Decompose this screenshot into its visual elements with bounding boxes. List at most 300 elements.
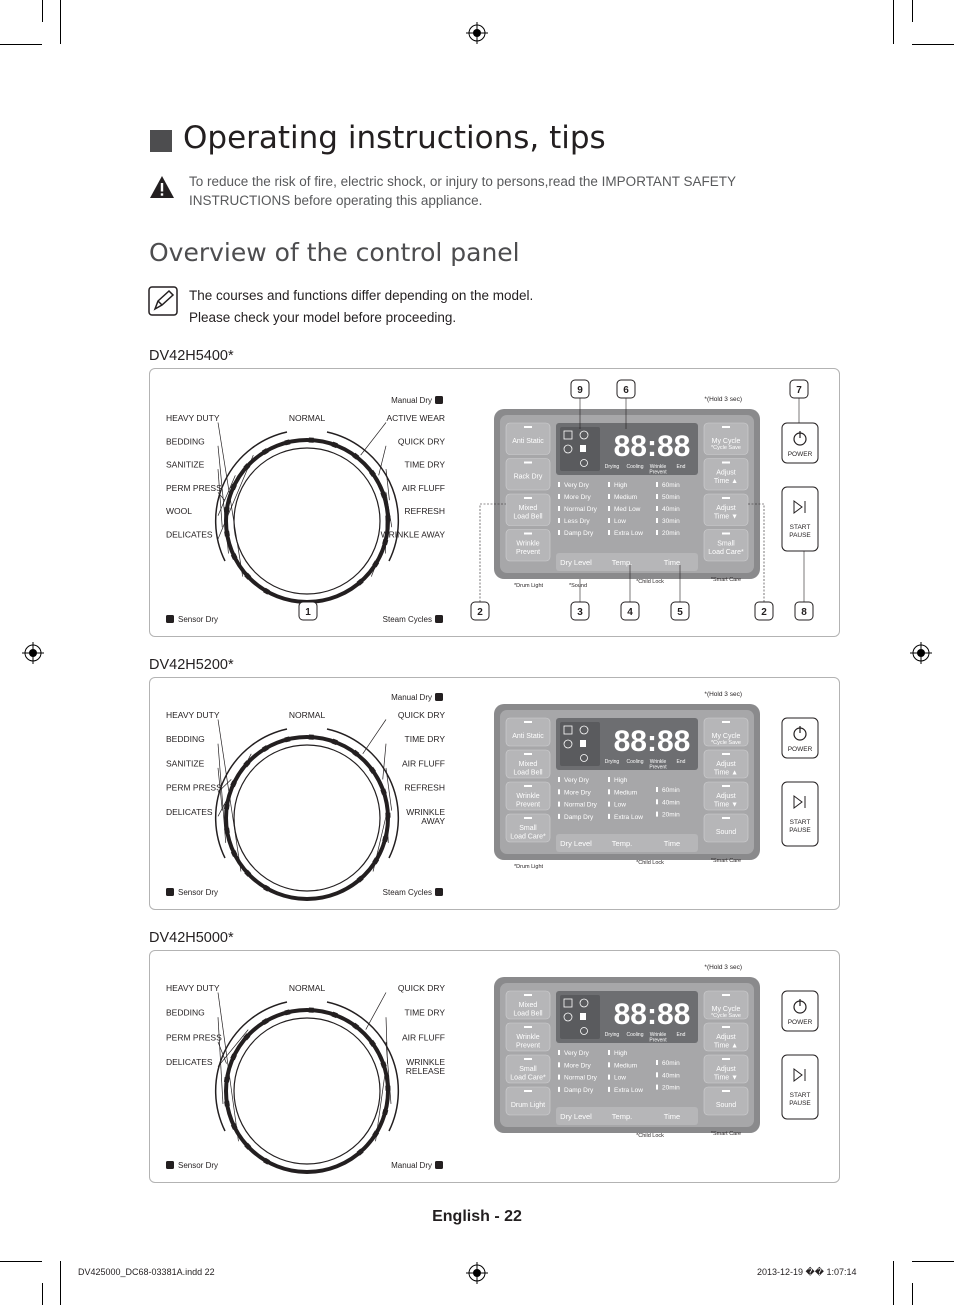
panel-button-label: Load Care* [510,1074,546,1082]
dial-leader [366,993,386,1030]
button-led [722,785,730,787]
level-led [558,1062,560,1067]
smart-care-hint: *Smart Care [710,858,742,864]
callout-number: 4 [627,607,633,618]
status-label: Drying [604,464,620,470]
dial-label-right: TIME DRY [404,734,445,745]
dry-level-option: Normal Dry [564,801,597,809]
status-label: Cooling [626,1032,644,1038]
panel-button-label: Adjust [716,1066,736,1073]
page-number: English - 22 [432,1208,522,1225]
dial-leader [383,744,386,780]
callout-number: 2 [477,607,483,618]
time-digits: 88:88 [613,725,691,758]
panel-button-label: My Cycle [711,438,741,445]
level-led [558,802,560,807]
status-label: End [676,464,686,470]
panel-button-label: My Cycle [711,1006,741,1013]
manual-dry-icon [435,396,443,404]
button-led [524,1090,532,1092]
level-led [558,1087,560,1092]
panel-button-label: Adjust [716,469,736,477]
level-led [558,530,560,535]
temp-button: Temp. [611,558,633,567]
drum-light-hint: *Drum Light [514,583,544,589]
button-led [722,497,730,499]
sound-hint: *Sound [569,583,588,589]
cycle-save-hint: *Cycle Save [711,445,741,451]
model-label: DV42H5400* [149,348,234,364]
dial-tick [309,734,314,739]
dial-label-right: AWAY [421,815,445,826]
callout-number: 9 [577,385,583,396]
crop-mark [912,1261,954,1262]
start-label: START [789,524,811,531]
pause-label: PAUSE [789,1100,811,1107]
crop-mark [912,44,954,45]
steam-icon [435,888,443,896]
panel-button-label: Small [519,1066,537,1073]
dial-label-right: WRINKLE AWAY [380,529,445,540]
dial-tick [309,1007,314,1012]
dial-label-left: SANITIZE [166,758,205,769]
drum-light-hint: *Drum Light [514,864,544,870]
hold-hint: *(Hold 3 sec) [704,396,742,403]
dial-label-left: WOOL [166,506,192,517]
dry-level-option: Very Dry [564,777,589,784]
panel-button-label: Small [519,825,537,832]
control-panel-diagram [149,677,840,910]
dry-level-button: Dry Level [560,558,592,567]
control-panel-diagram [149,950,840,1183]
level-led [656,799,658,804]
registration-mark-icon [466,22,488,44]
dial-label-left: HEAVY DUTY [166,413,220,423]
page-title: Operating instructions, tips [183,120,606,156]
temp-option: Extra Low [614,813,643,821]
dial-tick [224,507,230,513]
level-led [608,789,610,794]
panel-button-label: Prevent [515,549,541,556]
dial-label-left: DELICATES [166,806,213,817]
crop-mark [0,1261,42,1262]
steam-icon [435,1161,443,1169]
callout-number: 8 [801,607,807,618]
level-led [558,482,560,487]
dial-label-right: AIR FLUFF [402,1032,445,1043]
dial-leader [218,1017,223,1104]
dial-label-left: PERM PRESS [166,482,222,493]
pause-label: PAUSE [789,532,811,539]
dial-label-left: BEDDING [166,436,205,447]
level-led [558,494,560,499]
callout-number: 6 [623,385,629,396]
dial-tick [224,804,230,810]
cycle-save-hint: *Cycle Save [711,740,741,746]
level-led [608,1062,610,1067]
crop-mark [912,0,913,22]
panel-button-label: Prevent [515,1042,541,1050]
level-led [558,1050,560,1055]
dial-label-right: WRINKLE [406,1057,445,1068]
level-led [656,1072,658,1077]
temp-option: Medium [614,494,638,501]
dial-corner-label: Steam Cycles [382,888,432,897]
dial-corner-label: Manual Dry [391,1161,432,1170]
time-button: Time [663,839,681,848]
button-led [722,1058,730,1060]
dial-label-right: REFRESH [404,782,445,793]
button-led [524,753,532,755]
dial-label-right: TIME DRY [404,1007,445,1018]
note-line: Please check your model before proceeding. [189,310,457,325]
temp-option: High [614,1050,628,1057]
panel-button-label: Anti Static [512,733,544,740]
panel-button-label: Time ▲ [713,478,739,485]
dial-leader [363,720,386,754]
button-led [524,533,532,535]
panel-button-label: My Cycle [711,733,741,740]
panel-button-label: Sound [715,1102,737,1109]
time-digits: 88:88 [613,998,691,1031]
dial-label-right: QUICK DRY [397,710,445,720]
power-label: POWER [787,1019,813,1026]
level-led [656,506,658,511]
start-pause-button [782,782,818,846]
level-led [558,789,560,794]
dial-label-top: NORMAL [288,983,326,993]
sound-icon [580,445,586,452]
control-panel-svg [150,369,839,636]
panel-button-label: Adjust [716,793,736,800]
panel-button-label: Adjust [716,505,736,512]
button-led [722,721,730,723]
dial-label-right: QUICK DRY [397,983,445,993]
child-lock-hint: *Child Lock [636,579,664,585]
dial-face [234,448,380,594]
crop-mark [42,1283,43,1305]
control-panel-svg [150,678,839,909]
power-label: POWER [787,451,813,458]
start-pause-button [782,487,818,551]
callout-number: 7 [796,385,802,396]
dial-label-right: AIR FLUFF [402,482,445,493]
panel-button-label: Mixed [518,1002,538,1009]
dial-tick [224,1101,230,1107]
dial-label-left: BEDDING [166,734,205,745]
note-line: The courses and functions differ depending on the model. [189,288,534,303]
status-label: Cooling [626,759,644,765]
model-label: DV42H5200* [149,657,234,673]
panel-button-label: Time ▲ [713,769,739,777]
smart-care-hint: *Smart Care [710,1131,742,1137]
pause-label: PAUSE [789,827,811,834]
panel-button-label: Drum Light [510,1102,546,1109]
panel-button-label: Sound [715,829,737,836]
dry-level-option: Damp Dry [564,813,594,821]
dial-leader [361,423,386,456]
time-option: 40min [662,1072,680,1080]
time-option: 40min [662,506,680,513]
dial-label-right: AIR FLUFF [402,758,445,769]
level-led [608,777,610,782]
panel-button-label: Adjust [716,761,736,768]
dial-corner-label: Manual Dry [391,396,432,405]
model-note [189,285,533,329]
dial-label-right: REFRESH [404,506,445,517]
crop-mark [60,0,61,44]
time-option: 20min [662,530,680,537]
panel-button-label: Load Bell [513,1010,543,1018]
power-label: POWER [787,746,813,753]
dial-label-right: RELEASE [405,1066,445,1077]
panel-button-label: Wrinkle [516,793,540,800]
dial-label-left: HEAVY DUTY [166,983,220,993]
temp-option: High [614,482,628,489]
time-option: 20min [662,811,680,819]
level-led [608,802,610,807]
level-led [558,814,560,819]
dial-corner-label: Sensor Dry [178,615,219,624]
panel-button-label: Load Care* [708,549,744,556]
button-led [524,497,532,499]
dial-corner-label: Manual Dry [391,693,432,702]
safety-warning: To reduce the risk of fire, electric shock, or injury to persons,read the IMPORTANT SAFETY INSTRUCTIONS before operating this appliance. [189,174,736,208]
crop-mark [42,0,43,22]
level-led [656,530,658,535]
sensor-dry-icon [166,615,174,623]
dial-label-left: PERM PRESS [166,782,222,793]
button-led [722,994,730,996]
button-led [524,994,532,996]
status-label: Prevent [649,764,667,771]
status-label: Drying [604,759,620,765]
panel-button-label: Load Bell [513,513,543,521]
temp-option: Extra Low [614,1086,643,1094]
button-led [524,426,532,428]
level-led [656,494,658,499]
dial-leader [379,446,386,476]
callout-number: 3 [577,607,583,618]
dial-label-left: DELICATES [166,1057,213,1068]
level-led [656,812,658,817]
time-button: Time [663,1112,681,1121]
dial-label-top: NORMAL [288,413,326,423]
panel-button-label: Rack Dry [513,473,543,481]
child-lock-hint: *Child Lock [636,1133,664,1139]
level-led [656,518,658,523]
button-led [722,426,730,428]
sound-icon [580,1013,586,1020]
registration-mark-icon [910,642,932,664]
panel-button-label: Prevent [515,801,541,809]
panel-button-label: Time ▼ [713,1074,739,1082]
level-led [558,518,560,523]
button-led [722,462,730,464]
section-title: Overview of the control panel [149,238,520,267]
heading-square-icon [150,130,172,152]
time-option: 20min [662,1084,680,1092]
panel-button-label: Mixed [518,505,538,512]
panel-button-label: Time ▼ [713,801,739,809]
dial-label-left: SANITIZE [166,459,205,470]
panel-button-label: Mixed [518,761,538,768]
start-label: START [789,1092,811,1099]
time-option: 60min [662,1060,680,1067]
dial-tick [309,437,314,442]
time-digits: 88:88 [613,430,691,463]
control-panel-svg [150,951,839,1182]
dial-label-right: TIME DRY [404,459,445,470]
level-led [608,530,610,535]
level-led [608,506,610,511]
status-label: End [676,759,686,765]
time-button: Time [663,558,681,567]
button-led [722,817,730,819]
crop-mark [912,1283,913,1305]
dry-level-option: Normal Dry [564,506,597,513]
button-led [524,817,532,819]
dial-corner-label: Sensor Dry [178,888,219,897]
dry-level-option: Very Dry [564,482,589,489]
temp-button: Temp. [611,1112,633,1121]
dry-level-option: More Dry [564,789,591,797]
temp-option: High [614,777,628,784]
level-led [656,1060,658,1065]
sensor-dry-icon [166,1161,174,1169]
dial-label-left: BEDDING [166,1007,205,1018]
dry-level-button: Dry Level [560,839,592,848]
temp-option: Med Low [614,506,641,513]
registration-mark-icon [22,642,44,664]
dry-level-option: Damp Dry [564,530,594,537]
status-label: Drying [604,1032,620,1038]
status-label: Cooling [626,464,644,470]
time-option: 30min [662,518,680,525]
temp-option: Medium [614,789,638,797]
level-led [608,518,610,523]
level-led [656,787,658,792]
smart-care-hint: *Smart Care [710,577,742,583]
status-label: Prevent [649,1037,667,1044]
model-label: DV42H5000* [149,930,234,946]
dial-label-right: ACTIVE WEAR [386,413,445,423]
dry-level-option: Less Dry [564,518,590,525]
level-led [558,1075,560,1080]
callout-number: 2 [761,607,767,618]
level-led [558,506,560,511]
dry-level-button: Dry Level [560,1112,592,1121]
button-led [722,753,730,755]
hold-hint: *(Hold 3 sec) [704,691,742,698]
button-led [722,533,730,535]
dial-label-left: PERM PRESS [166,1032,222,1043]
time-option: 60min [662,787,680,794]
status-label: Wrinkle [649,464,667,470]
cycle-save-hint: *Cycle Save [711,1013,741,1019]
button-led [524,1026,532,1028]
dry-level-option: Normal Dry [564,1074,597,1082]
warning-icon [149,175,175,199]
button-led [524,785,532,787]
panel-button-label: Load Care* [510,833,546,841]
temp-option: Low [614,1074,626,1082]
dry-level-option: Very Dry [564,1050,589,1057]
level-led [656,1085,658,1090]
status-label: Prevent [649,469,667,476]
control-panel-diagram [149,368,840,637]
status-label: Wrinkle [649,759,667,765]
level-led [608,482,610,487]
button-led [722,1090,730,1092]
level-led [558,777,560,782]
temp-option: Extra Low [614,530,643,537]
panel-button-label: Small [717,540,735,548]
start-label: START [789,819,811,826]
dry-level-option: More Dry [564,1062,591,1070]
temp-option: Low [614,518,626,525]
dry-level-option: Damp Dry [564,1086,594,1094]
button-led [722,1026,730,1028]
dial-face [234,1018,380,1164]
manual-dry-icon [435,693,443,701]
level-led [656,482,658,487]
dial-face [234,745,380,891]
status-label: End [676,1032,686,1038]
level-led [608,1087,610,1092]
callout-number: 1 [305,607,311,618]
temp-option: Medium [614,1062,638,1070]
crop-mark [60,1261,61,1305]
crop-mark [893,1261,894,1305]
dial-label-left: DELICATES [166,529,213,540]
panel-button-label: Time ▲ [713,1042,739,1050]
status-label: Wrinkle [649,1032,667,1038]
button-led [524,721,532,723]
panel-button-label: Time ▼ [713,513,739,521]
file-date: 2013-12-19 �� 1:07:14 [757,1267,857,1277]
level-led [608,1075,610,1080]
callout-number: 5 [677,607,683,618]
time-option: 40min [662,799,680,807]
start-pause-button [782,1055,818,1119]
note-pencil-icon [148,286,178,316]
time-option: 60min [662,482,680,489]
file-slug: DV425000_DC68-03381A.indd 22 [78,1267,215,1277]
crop-mark [0,44,42,45]
panel-button-label: Wrinkle [516,1034,540,1041]
level-led [608,494,610,499]
time-option: 50min [662,494,680,501]
sound-icon [580,740,586,747]
hold-hint: *(Hold 3 sec) [704,964,742,971]
child-lock-hint: *Child Lock [636,860,664,866]
panel-button-label: Anti Static [512,438,544,445]
button-led [524,462,532,464]
temp-option: Low [614,801,626,809]
dial-tick [224,1077,230,1083]
dial-label-right: QUICK DRY [397,436,445,447]
dial-corner-label: Sensor Dry [178,1161,219,1170]
panel-button-label: Adjust [716,1034,736,1041]
dial-label-right: WRINKLE [406,806,445,817]
registration-mark-icon [466,1262,488,1284]
level-led [608,1050,610,1055]
panel-button-label: Wrinkle [516,540,540,548]
level-led [608,814,610,819]
button-led [524,1058,532,1060]
crop-mark [893,0,894,44]
